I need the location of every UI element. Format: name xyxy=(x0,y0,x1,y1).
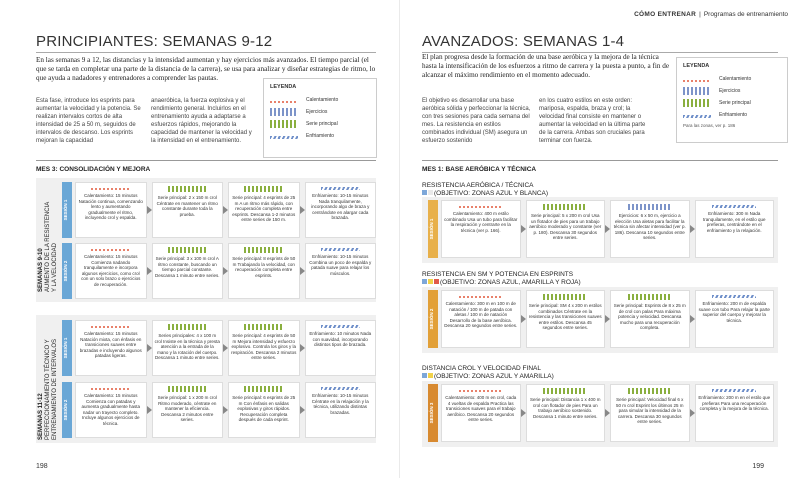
main-set-bar xyxy=(628,294,672,300)
right-page xyxy=(400,0,800,478)
page-title: AVANZADOS: SEMANAS 1-4 xyxy=(422,33,625,50)
main-set-bar xyxy=(543,388,587,394)
card-text: Calentamiento: 15 minutos Comienza con patadas y aumenta gradualmente hasta nadar un trayecto completo. Incluye algunos ejercicios de técnica. xyxy=(81,393,141,426)
card-text: Serie principal: Distancia 1 x 400 m crol con flotador de pies Para un trabajo aeróbico sostenido. Descansa 1 minuto entre series. xyxy=(529,397,601,419)
warmup-bar xyxy=(91,249,130,251)
warmup-bar xyxy=(459,296,503,298)
session-card xyxy=(441,290,521,348)
legend-item: Serie principal xyxy=(306,121,338,127)
session-card xyxy=(305,382,377,438)
card-text: Enfriamiento: 10-15 minutos Nada tranquilamente, incorporando algo de braza y centrándote en alargar cada brazada. xyxy=(311,193,370,221)
card-text: Calentamiento: 400 m estilo combinado Usa un tubo para facilitar la respiración y centrarte en la técnica (ver p. 166). xyxy=(444,211,518,233)
session-card xyxy=(228,243,300,299)
main-set-bar xyxy=(628,204,672,210)
card-text: Serie principal: 4 esprints de 50 m Mejora intensidad y esfuerzo explosivo. Controla los giros y la respiración. Descansa 2 minutos entre series. xyxy=(231,333,297,361)
block-title: RESISTENCIA EN SM Y POTENCIA EN ESPRINTS (OBJETIVO: ZONAS AZUL, AMARILLA Y ROJA) xyxy=(422,271,581,286)
session-tab: SESIÓN 2 xyxy=(62,243,72,299)
cooldown-bar xyxy=(321,387,360,390)
card-text: Serie principal: 4 esprints de 25 m A un ritmo más rápido, con recuperación completa entre esprints. Descansa 1-2 minutos entre series de 150 m. xyxy=(232,195,296,223)
block-title: DISTANCIA CROL Y VELOCIDAD FINAL (OBJETIVO: ZONAS AZUL Y AMARILLA) xyxy=(422,365,554,380)
card-text: Calentamiento: 400 m en crol, cada 4 vueltas de espalda Practica las transiciones suaves para el trabajo aeróbico. Descansa 20 segundos entre series. xyxy=(445,395,517,423)
session-card xyxy=(152,182,224,238)
session-tab: SESIÓN 2 xyxy=(62,382,72,438)
weeks-9-10-label-line1: AUMENTO DE LA RESISTENCIA xyxy=(45,201,51,292)
drills-swatch xyxy=(683,87,711,95)
weeks-11-12-label-line2: ENTRENAMIENTO DE INTERVALOS xyxy=(52,338,58,440)
session-card xyxy=(305,182,377,238)
main-set-bar xyxy=(543,294,587,300)
zone-swatch xyxy=(428,190,433,195)
section-rule xyxy=(422,160,778,161)
zone-swatch xyxy=(422,373,427,378)
legend-item: Ejercicios xyxy=(306,109,328,115)
card-text: Serie principal: 5 x 200 m crol Usa un flotador de pies para un trabajo aeróbico moderado y constante (ver p. 180). Descansa 30 segundos entre series. xyxy=(529,213,602,241)
session-card xyxy=(75,382,147,438)
session-card xyxy=(75,243,147,299)
card-text: Enfriamiento: 200 m en el estilo que prefieras Para una recuperación completa y la mejora de la técnica. xyxy=(698,395,771,412)
section-rule xyxy=(36,160,376,161)
warmup-bar xyxy=(459,206,503,208)
session-tab: SESIÓN 2 xyxy=(428,290,438,348)
card-text: Enfriamiento: 10-15 minutos Combina un poco de espalda y patada suave para relajar los músculos. xyxy=(309,254,372,276)
body-column-1: Esta fase, introduce los esprints para aumentar la velocidad y la potencia. Se realizan intervalos cortos de alta intensidad de 25 a 50 m, seguidos de intervalos de descanso. Los esprints mejoran la capacidad xyxy=(36,98,141,144)
session-tab: SESIÓN 3 xyxy=(428,384,438,442)
body-column-2: en los cuatro estilos en este orden: mariposa, espalda, braza y crol; la velocidad final consiste en mantener o aumentar la velocidad en la última parte de la carrera. Ambas son cruciales para terminar con fuerza. xyxy=(539,98,646,144)
cooldown-bar xyxy=(321,248,360,251)
cooldown-bar xyxy=(712,205,756,208)
session-card xyxy=(152,243,224,299)
session-card xyxy=(610,200,690,258)
main-set-swatch xyxy=(270,120,298,128)
weeks-9-10-label: SEMANAS 9-10 xyxy=(38,248,44,292)
card-text: Serie principal: Esprints de 8 x 25 m de crol con palas Para máxima potencia y velocidad. Descansa mucho para una recuperación completa. xyxy=(613,303,686,331)
legend-note: Para las zonas, ver p. 186 xyxy=(683,123,736,128)
month-title: MES 1: BASE AERÓBICA Y TÉCNICA xyxy=(422,166,537,173)
page-title: PRINCIPIANTES: SEMANAS 9-12 xyxy=(36,33,273,50)
card-text: Enfriamiento: 300 m Nada tranquilamente, en el estilo que prefieras, centrándote en el enfriamiento y la relajación. xyxy=(702,211,766,233)
session-tab: SESIÓN 1 xyxy=(428,200,438,258)
lead-paragraph: El plan progresa desde la formación de una base aeróbica y la mejora de la técnica hasta la intensificación de los esfuerzos a ritmo de carrera y la puesta a punto, a fin de alcanzar el máximo rendimiento en el momento adecuado. xyxy=(422,53,670,79)
session-card xyxy=(526,384,606,442)
legend-title: LEYENDA xyxy=(270,84,297,90)
session-card xyxy=(305,243,377,299)
main-set-bar xyxy=(168,186,207,192)
session-tab: SESIÓN 1 xyxy=(62,320,72,376)
session-card xyxy=(441,384,521,442)
month-title: MES 3: CONSOLIDACIÓN Y MEJORA xyxy=(36,166,151,173)
main-set-bar xyxy=(168,247,207,253)
cooldown-bar xyxy=(321,325,360,328)
card-text: Serie principal: Velocidad final 6 x 50 m crol Esprint los últimos 25 m para simular la intensidad de la carrera. Descansa 30 segundos entre series. xyxy=(615,397,684,425)
legend-item: Calentamiento xyxy=(306,97,339,103)
page-number: 199 xyxy=(752,463,764,470)
main-set-bar xyxy=(244,324,283,330)
main-set-bar xyxy=(168,386,207,392)
session-card xyxy=(610,290,690,348)
zone-swatch xyxy=(434,279,439,284)
session-card xyxy=(610,384,690,442)
card-text: Calentamiento: 15 minutos Natación continua, comenzando lento y aumentando gradualmente el ritmo, incluyendo crol y espalda. xyxy=(78,193,143,221)
card-text: Enfriamiento: 10 minutos Nada con suavidad, incorporando distintos tipos de brazada. xyxy=(309,331,372,348)
lead-paragraph: En las semanas 9 a 12, las distancias y la intensidad aumentan y hay ejercicios más avanzados. El tiempo parcial (el que se tarda en completar una parte de la distancia de la carrera), se usa para analizar y diseñar estrategias de ritmo, lo que ayuda a nadadores y entrenadores a comprender las pautas. xyxy=(36,56,376,82)
warmup-bar xyxy=(459,390,503,392)
card-text: Calentamiento: 300 m en 100 m de natación / 100 m de patada con aletas / 100 m de natación Desarrollo de la base aeróbica. Descansa 20 segundos entre series. xyxy=(444,301,518,329)
session-card xyxy=(152,382,224,438)
session-card xyxy=(75,320,147,376)
zone-swatch xyxy=(428,279,433,284)
cooldown-bar xyxy=(712,295,756,298)
main-set-bar xyxy=(628,388,672,394)
zone-swatch xyxy=(422,279,427,284)
card-text: Ejercicios: 6 x 50 m, ejercicio a elección Usa aletas para facilitar la técnica sin afectar intensidad (ver p. 186). Descansa 10 segundos entre series. xyxy=(613,213,686,241)
main-set-bar xyxy=(244,386,283,392)
weeks-11-12-label: SEMANAS 11-12 xyxy=(38,393,44,440)
session-card xyxy=(75,182,147,238)
card-text: Calentamiento: 15 minutos Comienza nadando tranquilamente e incorpora algunos ejercicios, como crol con un solo brazo o ejercicios de recuperación. xyxy=(81,254,141,287)
main-set-bar xyxy=(244,247,283,253)
warmup-bar xyxy=(91,188,130,190)
card-text: Serie principal: 8 esprints de 50 m Trabajando la velocidad, con recuperación completa entre esprints. xyxy=(232,256,296,278)
session-card xyxy=(441,200,521,258)
cooldown-swatch xyxy=(270,136,298,139)
session-card xyxy=(152,320,224,376)
card-text: Calentamiento: 15 minutos Natación mixta, con énfasis en transiciones suaves entre brazadas e incluyendo algunos patadas ligeras. xyxy=(79,331,142,359)
title-rule xyxy=(36,52,376,53)
session-card xyxy=(695,384,775,442)
weeks-9-10-label-line2: Y LA VELOCIDAD xyxy=(52,243,58,292)
card-text: Serie principal: 3 x 100 m crol A ritmo constante, buscando un tiempo parcial constante. Descansa 1 minuto entre series. xyxy=(154,256,220,278)
card-text: Serie principal: 1 x 200 m crol Ritmo moderado, céntrate en mantener la eficiencia. Descansa 2 minutos entre series. xyxy=(157,395,217,423)
session-card xyxy=(695,200,775,258)
session-tab: SESIÓN 1 xyxy=(62,182,72,238)
warmup-swatch xyxy=(683,80,711,82)
session-card xyxy=(695,290,775,348)
session-card xyxy=(526,290,606,348)
session-card xyxy=(228,182,300,238)
session-card xyxy=(228,320,300,376)
legend-item: Calentamiento xyxy=(719,76,752,82)
running-head: CÓMO ENTRENAR | Programas de entrenamiento xyxy=(634,11,788,18)
session-card xyxy=(305,320,377,376)
legend xyxy=(676,57,788,143)
main-set-bar xyxy=(244,186,283,192)
zone-swatch xyxy=(422,190,427,195)
cooldown-swatch xyxy=(683,115,711,118)
main-set-swatch xyxy=(683,99,711,107)
legend-item: Enfriamiento xyxy=(306,133,335,139)
zone-swatch xyxy=(428,373,433,378)
warmup-swatch xyxy=(270,101,298,103)
session-card xyxy=(228,382,300,438)
cooldown-bar xyxy=(712,389,756,392)
cooldown-bar xyxy=(321,187,360,190)
warmup-bar xyxy=(91,326,130,328)
legend xyxy=(263,78,377,158)
legend-title: LEYENDA xyxy=(683,63,710,69)
main-set-bar xyxy=(543,204,587,210)
card-text: Serie principal: 2 x 150 m crol Céntrate en mantener un ritmo constante durante toda la prueba. xyxy=(156,195,218,217)
card-text: Series principales: 4 x 100 m crol Insiste en la técnica y presta atención a la entrada de la mano y la rotación del cuerpo. Descansa 1 minuto entre series. xyxy=(154,333,220,361)
warmup-bar xyxy=(91,388,130,390)
session-card xyxy=(526,200,606,258)
body-column-2: anaeróbica, la fuerza explosiva y el rendimiento general. Incluirlos en el entrenamiento ayuda a adaptarse a esfuerzos rápidos, mejorando la capacidad de mantener la velocidad y la intensidad en el entrenamiento. xyxy=(151,98,252,144)
weeks-11-12-label-line1: PERFECCIONAMIENTO TÉCNICO Y xyxy=(45,339,51,440)
card-text: Serie principal: SM 4 x 200 m estilos combinados Céntrate en la resistencia y las transiciones suaves entre estilos. Descansa 45 segundos entre series. xyxy=(528,303,602,331)
legend-item: Serie principal xyxy=(719,100,751,106)
body-column-1: El objetivo es desarrollar una base aeróbica sólida y perfeccionar la técnica, con tres sesiones para cada semana del mes. La resistencia en estilos combinados individual (SM) asegura un esfuerzo sostenido xyxy=(422,98,531,144)
page-number: 198 xyxy=(36,463,48,470)
drills-swatch xyxy=(270,108,298,116)
main-set-bar xyxy=(168,324,207,330)
block-title: RESISTENCIA AERÓBICA / TÉCNICA (OBJETIVO: ZONAS AZUL Y BLANCA) xyxy=(422,182,549,197)
legend-item: Ejercicios xyxy=(719,88,741,94)
card-text: Enfriamiento: 10-15 minutos Céntrate en la relajación y la técnica, utilizando distintas brazadas. xyxy=(311,393,369,415)
card-text: Enfriamiento: 200 m de espalda suave con tubo Para relajar la parte superior del cuerpo y mejorar la técnica. xyxy=(698,301,770,323)
card-text: Serie principal: 6 esprints de 25 m Con énfasis en salidas explosivas y giros rápidos. Recuperación completa después de cada esprint. xyxy=(232,395,296,423)
legend-item: Enfriamiento xyxy=(719,112,748,118)
